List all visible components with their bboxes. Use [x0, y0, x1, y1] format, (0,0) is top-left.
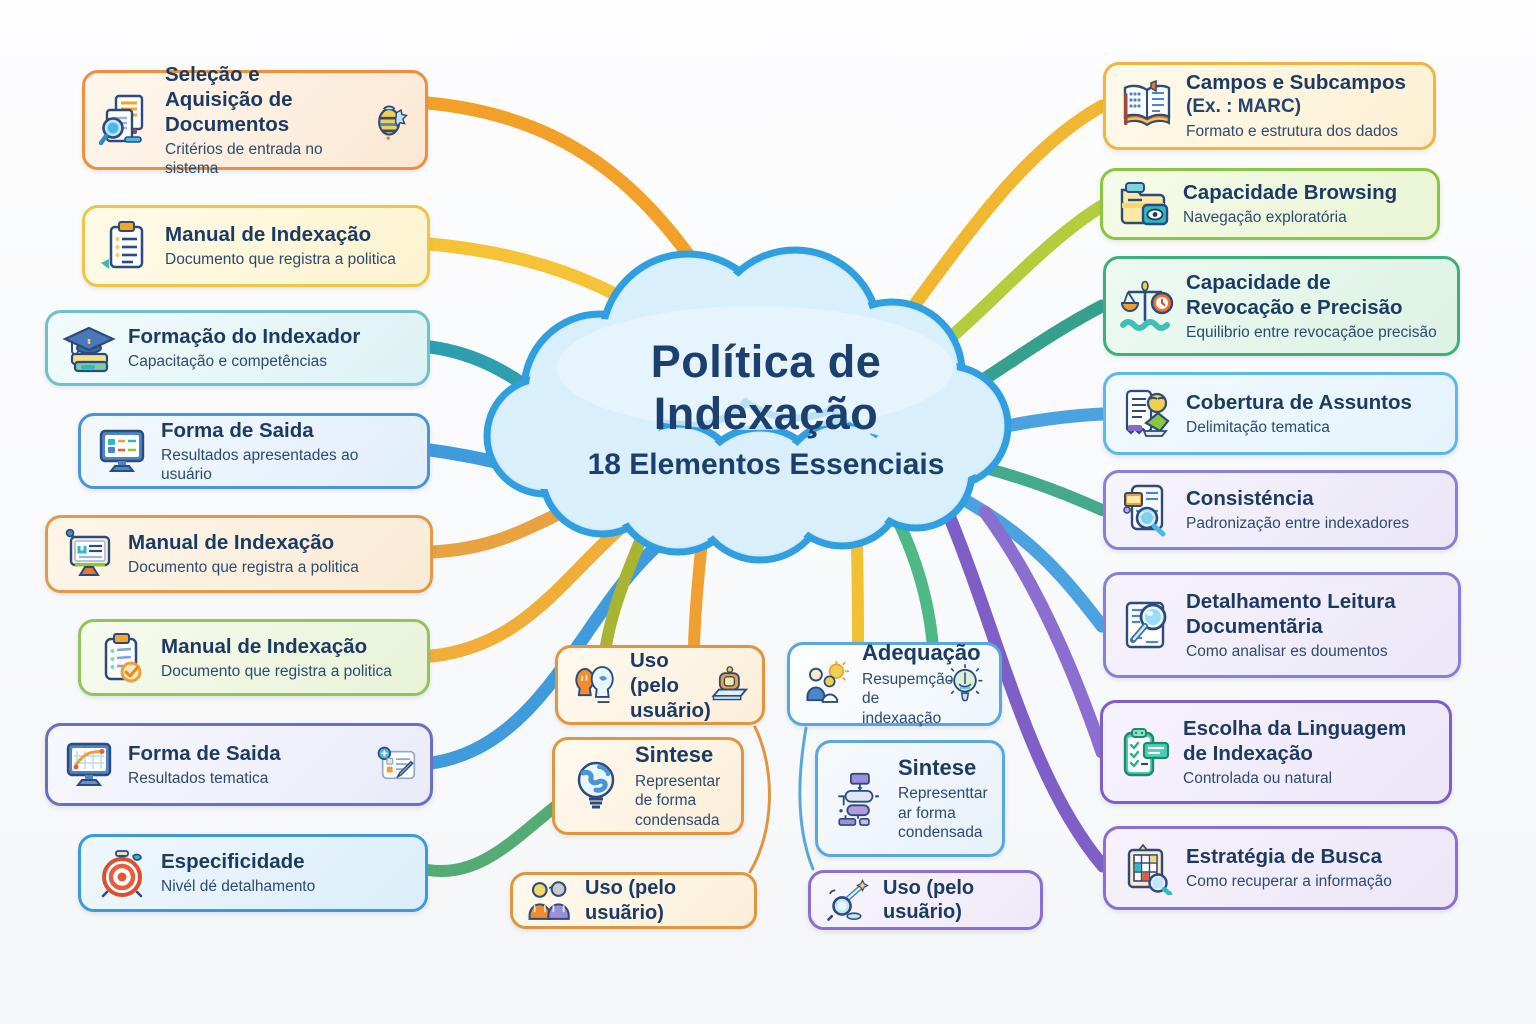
branch-manual-indexacao-3: [78, 619, 430, 696]
scroll-reader-icon: [1120, 387, 1174, 441]
branch-title: Estratégia de Busca: [1186, 845, 1382, 869]
idea-people-icon: [572, 662, 618, 708]
branch-sintese-1: [552, 737, 744, 835]
branch-title: Campos e Subcampos: [1186, 71, 1406, 95]
branch-title: Manual de Indexação: [165, 223, 372, 247]
globe-bulb-icon: [569, 759, 623, 813]
monitor-icon: [95, 424, 149, 478]
branch-subtitle: Resupemção de indexaação: [862, 670, 954, 727]
target-icon: [95, 846, 149, 900]
branch-uso-1: [555, 645, 765, 725]
central-subtitle: 18 Elementos Essenciais: [587, 448, 945, 482]
branch-subtitle: Resultados tematica: [128, 769, 269, 787]
connector: [428, 806, 556, 871]
branch-subtitle: Padronização entre indexadores: [1186, 515, 1410, 533]
branch-title: Consisténcia: [1186, 487, 1314, 511]
branch-campos-subcampos: [1103, 62, 1436, 150]
branch-subtitle: Delimitação tematica: [1186, 418, 1330, 436]
connector: [750, 727, 769, 872]
branch-subtitle: Nivél dé detalhamento: [161, 878, 316, 896]
branch-subtitle: Controlada ou natural: [1183, 769, 1333, 787]
document-magnifier-large-icon: [1120, 598, 1174, 652]
branch-subtitle: Capacitação e competências: [128, 353, 328, 371]
branch-title: Uso (pelo usuãrio): [630, 648, 711, 722]
branch-capacidade-revocacao: [1103, 256, 1460, 356]
central-title-line2: Indexação: [653, 388, 879, 440]
branch-title: Seleção e Aquisição de Documentos: [165, 62, 293, 136]
branch-consistencia: [1103, 470, 1458, 550]
branch-manual-indexacao-2: [45, 515, 433, 593]
open-book-icon: [1120, 79, 1174, 133]
branch-manual-indexacao-1: [82, 205, 430, 287]
two-users-icon: [527, 878, 573, 924]
grid-magnifier-icon: [1120, 841, 1174, 895]
monitor-chart-icon: [62, 738, 116, 792]
sparkle-bulb-icon: [945, 664, 985, 704]
branch-adequacao: [787, 642, 1002, 726]
branch-formacao-indexador: [45, 310, 430, 386]
branch-estrategia-busca: [1103, 826, 1458, 910]
branch-title: Manual de Indexação: [128, 531, 335, 555]
branch-title: Escolha da Linguagem de Indexação: [1183, 716, 1407, 765]
connector: [900, 525, 933, 648]
monitor-document-icon: [62, 527, 116, 581]
branch-title: Capacidade Browsing: [1183, 181, 1398, 205]
branch-title: Forma de Saida: [161, 418, 314, 442]
branch-especificidade: [78, 834, 428, 912]
branch-subtitle: Equilibrio entre revocaçãoe precisão: [1186, 323, 1437, 341]
bee-badge-icon: [371, 100, 411, 140]
branch-title: Uso (pelo usuãrio): [883, 876, 975, 923]
branch-title: Forma de Saida: [128, 741, 281, 765]
branch-forma-saida-1: [78, 413, 430, 489]
branch-detalhamento-leitura: [1103, 572, 1461, 678]
clipboard-tag-icon: [1117, 725, 1171, 779]
branch-title: Sintese: [635, 742, 714, 768]
person-desk-icon: [708, 665, 748, 705]
branch-cobertura-assuntos: [1103, 372, 1458, 455]
folder-eye-icon: [1117, 177, 1171, 231]
balance-scale-icon: [1120, 279, 1174, 333]
branch-subtitle: Documento que registra a politica: [128, 559, 359, 577]
branch-title-2: (Ex. : MARC): [1186, 96, 1302, 118]
flowchart-icon: [832, 772, 886, 826]
branch-title: Manual de Indexação: [161, 634, 368, 658]
document-search-icon: [99, 93, 153, 147]
clipboard-check-icon: [95, 631, 149, 685]
connector: [985, 468, 1102, 510]
branch-uso-3: [808, 870, 1043, 930]
connector: [985, 512, 1102, 752]
branch-title: Capacidade de Revocação e Precisão: [1186, 270, 1403, 319]
branch-subtitle: Documento que registra a politica: [161, 662, 392, 680]
branch-capacidade-browsing: [1100, 168, 1440, 240]
branch-forma-saida-2: [45, 723, 433, 806]
branch-subtitle: Critérios de entrada no sistema: [165, 140, 323, 177]
branch-escolha-linguagem: [1100, 700, 1452, 804]
branch-title: Uso (pelo usuãrio): [585, 877, 677, 924]
branch-subtitle: Formato e estrutura dos dados: [1186, 123, 1398, 141]
graduation-cap-icon: [62, 321, 116, 375]
central-title-line1: Política de: [650, 336, 882, 387]
branch-subtitle: Navegação exploratória: [1183, 209, 1347, 227]
magnifier-sparkle-icon: [825, 877, 871, 923]
branch-subtitle: Como analisar es doumentos: [1186, 642, 1388, 660]
people-sun-icon: [804, 661, 850, 707]
clipboard-checklist-icon: [99, 219, 153, 273]
branch-subtitle: Representtar ar forma condensada: [898, 785, 988, 842]
branch-title: Detalhamento Leitura Documentãria: [1186, 589, 1396, 638]
branch-selecao-aquisicao: [82, 62, 428, 177]
branch-subtitle: Representar de forma condensada: [635, 772, 721, 829]
branch-title: Adequação: [862, 640, 981, 666]
connector: [800, 728, 813, 869]
branch-title: Formação do Indexador: [128, 325, 361, 349]
branch-uso-2: [510, 872, 757, 929]
branch-title: Cobertura de Assuntos: [1186, 390, 1412, 414]
branch-subtitle: Como recuperar a informação: [1186, 873, 1392, 891]
document-pencil-icon: [376, 745, 416, 785]
branch-subtitle: Documento que registra a politica: [165, 251, 396, 269]
document-magnifier-icon: [1120, 483, 1174, 537]
branch-sintese-2: [815, 740, 1005, 857]
branch-title: Sintese: [898, 754, 977, 780]
central-node: [535, 336, 997, 482]
branch-subtitle: Resultados apresentades ao usuário: [161, 446, 359, 483]
branch-title: Especificidade: [161, 850, 305, 874]
